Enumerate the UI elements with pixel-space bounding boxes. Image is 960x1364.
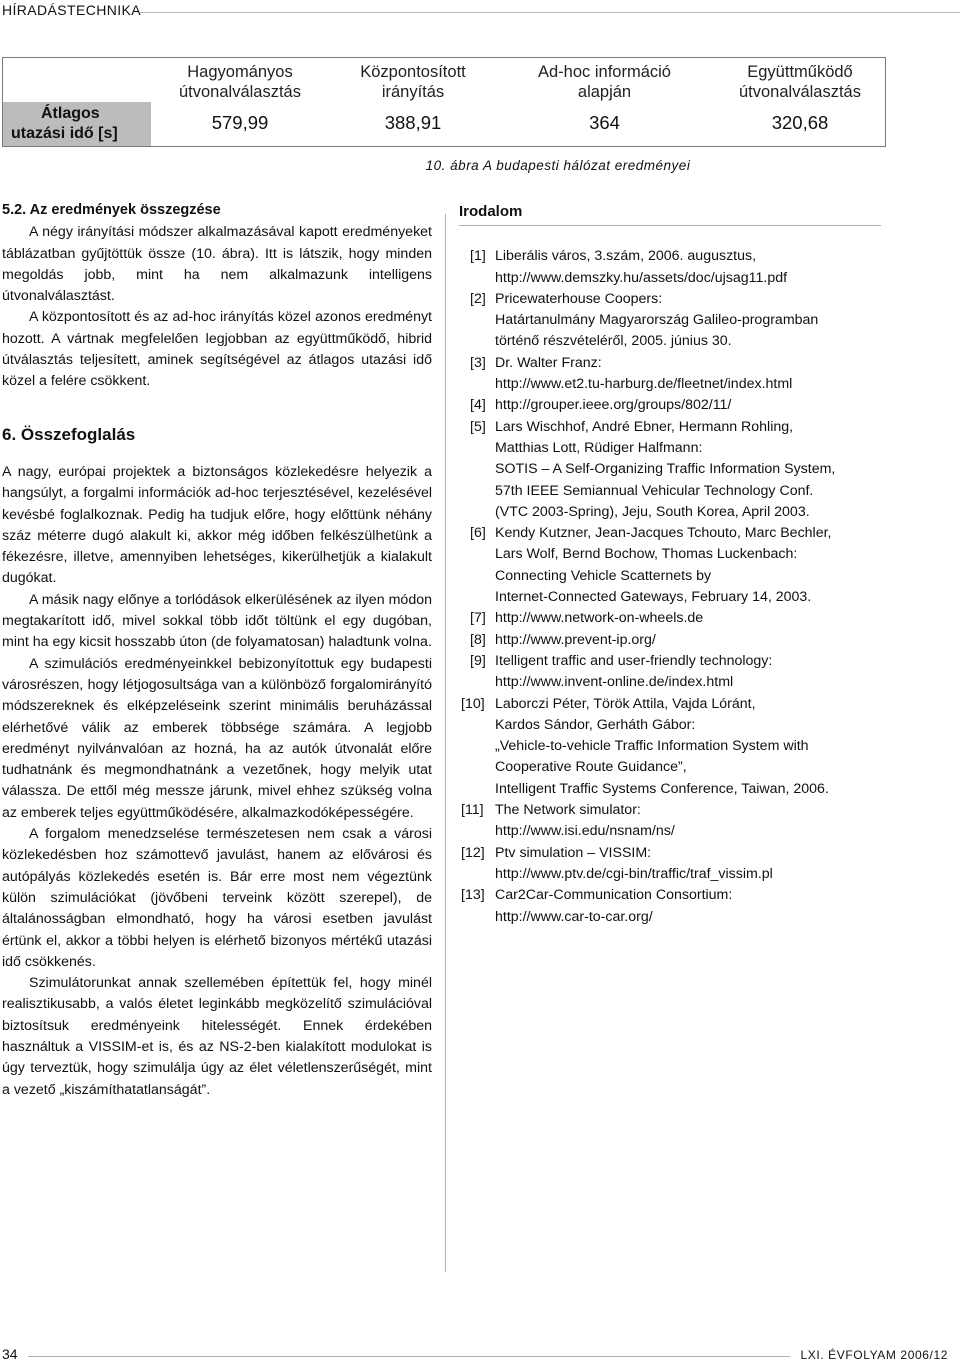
reference-number: [4] [470, 397, 486, 414]
column-header-line: útvonalválasztás [179, 83, 301, 101]
reference-line: The Network simulator: [495, 802, 641, 819]
column-header-line: Központosított [360, 63, 466, 81]
row-label [11, 104, 151, 144]
reference-item [459, 289, 899, 353]
section-title: 5.2. Az eredmények összegzése [2, 202, 221, 218]
reference-body [495, 885, 899, 928]
reference-link[interactable]: http://www.invent-online.de/index.html [495, 674, 734, 691]
reference-number: [5] [470, 418, 486, 435]
running-head-rule [140, 12, 960, 13]
column-header-line: útvonalválasztás [739, 83, 861, 101]
reference-body [495, 353, 899, 396]
paragraph: Szimulátorunkat annak szellemében építettük fel, hogy minél realisztikusabb, a valós életet leginkább megközelítő szimulációval biztosítsuk eredményeink hitelességét. Ennek érdekében használtuk a VISSIM-et is, és az NS-2-ben kialakított modulokat is úgy terveztük, hogy szimulálja úgy az élet véletlenszerűségét, mint a vezető „kiszámíthatatlanságát”. [2, 975, 432, 1098]
reference-item [459, 417, 899, 523]
reference-item [459, 800, 899, 843]
reference-body [495, 694, 899, 800]
reference-body [495, 246, 899, 289]
reference-line: Cooperative Route Guidance”, [495, 759, 687, 776]
reference-item [459, 246, 899, 289]
references-column [459, 201, 899, 928]
reference-line: (VTC 2003-Spring), Jeju, South Korea, April 2003. [495, 503, 810, 520]
reference-line: 57th IEEE Semiannual Vehicular Technology Conf. [495, 482, 814, 499]
reference-number: [1] [470, 248, 486, 265]
reference-body [495, 289, 899, 353]
references-title-rule [459, 225, 881, 226]
reference-number: [2] [470, 290, 486, 307]
column-header-line: irányítás [381, 83, 445, 101]
paragraph: A másik nagy előnye a torlódások elkerülésének az ilyen módon megtakarított idő, mivel sokkal több időt töltünk el egy dugóban, mint ha egy kicsit hosszabb úton (de folyamatosan) haladtunk volna. [2, 591, 432, 651]
column-header [512, 62, 697, 102]
reference-line: Kardos Sándor, Gerháth Gábor: [495, 716, 696, 733]
value-cell: 320,68 [771, 112, 829, 133]
reference-line: Dr. Walter Franz: [495, 354, 602, 371]
references-title: Irodalom [459, 203, 523, 220]
reference-item [459, 630, 899, 651]
reference-line: Car2Car-Communication Consortium: [495, 887, 733, 904]
column-header [155, 62, 325, 102]
reference-line: „Vehicle-to-vehicle Traffic Information System with [495, 738, 809, 755]
page-number: 34 [2, 1346, 18, 1362]
paragraph: A szimulációs eredményeinkkel bebizonyítottuk egy budapesti városrészen, hogy létjogosultsága van a különböző forgalomirányító módszereknek és elképzeléseink szerint minimális beruházással elérhetővé válik az emberek többsége számára. A legjobb eredményt nyilvánvalóan az hozná, ha az autók útvonalát előre tudhatnánk és megmondhatnánk a vezetőnek, hogy melyik utat válassza. De ettől még messze járunk, mivel ehhez szükség volna az emberek teljes együttműködésére, alkalmazkodóképességére. [2, 655, 432, 821]
reference-line: Connecting Vehicle Scatternets by [495, 567, 712, 584]
reference-number: [8] [470, 631, 486, 648]
reference-line: Lars Wolf, Bernd Bochow, Thomas Luckenbach: [495, 546, 798, 563]
reference-number: [10] [461, 695, 485, 712]
reference-line: Liberális város, 3.szám, 2006. augusztus, [495, 248, 757, 265]
paragraph: A négy irányítási módszer alkalmazásával kapott eredményeket táblázatban gyűjtöttük össze (10. ábra). Itt is látszik, hogy minden megoldás jobb, mint ha nem alkalmazunk intelligens útvonalválasztást. [2, 224, 432, 305]
reference-item [459, 694, 899, 800]
reference-link[interactable]: http://www.network-on-wheels.de [495, 610, 704, 627]
reference-item [459, 885, 899, 928]
reference-list [459, 246, 899, 928]
reference-item [459, 353, 899, 396]
reference-item [459, 608, 899, 629]
column-header-line: Hagyományos [187, 63, 293, 81]
row-label-line: Átlagos [41, 105, 100, 122]
reference-number: [11] [461, 802, 484, 819]
reference-line: Laborczi Péter, Török Attila, Vajda Lóránt, [495, 695, 756, 712]
reference-item [459, 843, 899, 886]
reference-body [495, 395, 899, 416]
running-head: HÍRADÁSTECHNIKA [2, 2, 142, 18]
reference-link[interactable]: http://www.ptv.de/cgi-bin/traffic/traf_vissim.pl [495, 865, 773, 882]
reference-body [495, 608, 899, 629]
issue-label: LXI. ÉVFOLYAM 2006/12 [800, 1348, 948, 1362]
value-cell: 364 [589, 112, 620, 133]
paragraph: A forgalom menedzselése természetesen nem csak a városi közlekedésben hoz számottevő javulást, hanem az elővárosi és autópályás közlekedés esetén is. Bár erre most nem végeztünk külön szimulációkat (jövőbeni terveink között szerepel), de általánosságban elmondható, hogy ha városi esetben javulást értünk el, akkor a többi helyen is elérhető bizonyos mértékű utazási idő csökkenés. [2, 826, 432, 970]
reference-body [495, 630, 899, 651]
reference-body [495, 417, 899, 523]
reference-number: [3] [470, 354, 486, 371]
reference-link[interactable]: http://www.et2.tu-harburg.de/fleetnet/index.html [495, 376, 793, 393]
figure-caption: 10. ábra A budapesti hálózat eredményei [425, 158, 691, 173]
reference-line: SOTIS – A Self-Organizing Traffic Information System, [495, 461, 836, 478]
reference-line: Ptv simulation – VISSIM: [495, 844, 652, 861]
value-cell: 579,99 [211, 112, 269, 133]
figure-table [2, 57, 886, 147]
reference-link[interactable]: http://grouper.ieee.org/groups/802/11/ [495, 397, 732, 414]
column-header [328, 62, 498, 102]
column-header-line: alapján [577, 83, 632, 101]
reference-line: Internet-Connected Gateways, February 14, 2003. [495, 589, 812, 606]
reference-line: Itelligent traffic and user-friendly technology: [495, 652, 773, 669]
row-label-line: utazási idő [s] [11, 125, 118, 142]
reference-line: történő részvételéről, 2005. június 30. [495, 333, 732, 350]
reference-line: Lars Wischhof, André Ebner, Hermann Rohling, [495, 418, 794, 435]
reference-link[interactable]: http://www.demszky.hu/assets/doc/ujsag11.pdf [495, 269, 788, 286]
reference-line: Intelligent Traffic Systems Conference, Taiwan, 2006. [495, 780, 829, 797]
paragraph: A nagy, európai projektek a biztonságos közlekedésre helyezik a hangsúlyt, a forgalmi információk ad-hoc terjesztésével, kezelésével kevésbé foglalkoznak. Pedig ha tudjuk előre, hogy előttünk néhány száz méterre dugó alakult ki, akkor még időben felkészülhetünk a fékezésre, illetve, amennyiben lehetséges, kikerülhetjük a kialakult dugókat. [2, 463, 432, 587]
reference-body [495, 843, 899, 886]
reference-link[interactable]: http://www.prevent-ip.org/ [495, 631, 656, 648]
reference-item [459, 523, 899, 608]
paragraph: A központosított és az ad-hoc irányítás közel azonos eredményt hozott. A vártnak megfelelően legjobban az együttműködő, hibrid útválasztás teljesített, aminek segítségével az átlagos utazási idő közel a felére csökkent. [2, 309, 432, 390]
reference-line: Kendy Kutzner, Jean-Jacques Tchouto, Marc Bechler, [495, 525, 832, 542]
column-divider [445, 214, 446, 1272]
left-column [2, 200, 432, 1101]
reference-body [495, 800, 899, 843]
reference-line: Pricewaterhouse Coopers: [495, 290, 663, 307]
reference-link[interactable]: http://www.isi.edu/nsnam/ns/ [495, 823, 675, 840]
reference-item [459, 395, 899, 416]
reference-line: Matthias Lott, Rüdiger Halfmann: [495, 439, 703, 456]
footer-rule [28, 1356, 790, 1357]
column-header [715, 62, 885, 102]
reference-body [495, 523, 899, 608]
reference-number: [6] [470, 525, 486, 542]
reference-number: [7] [470, 610, 486, 627]
column-header-line: Ad-hoc információ [538, 63, 671, 81]
section-title: 6. Összefoglalás [2, 424, 136, 444]
reference-body [495, 651, 899, 694]
reference-number: [9] [470, 652, 486, 669]
column-header-line: Együttműködő [747, 63, 853, 81]
reference-link[interactable]: http://www.car-to-car.org/ [495, 908, 653, 925]
reference-line: Határtanulmány Magyarország Galileo-programban [495, 312, 819, 329]
reference-item [459, 651, 899, 694]
reference-number: [12] [461, 844, 485, 861]
value-cell: 388,91 [384, 112, 442, 133]
reference-number: [13] [461, 887, 485, 904]
